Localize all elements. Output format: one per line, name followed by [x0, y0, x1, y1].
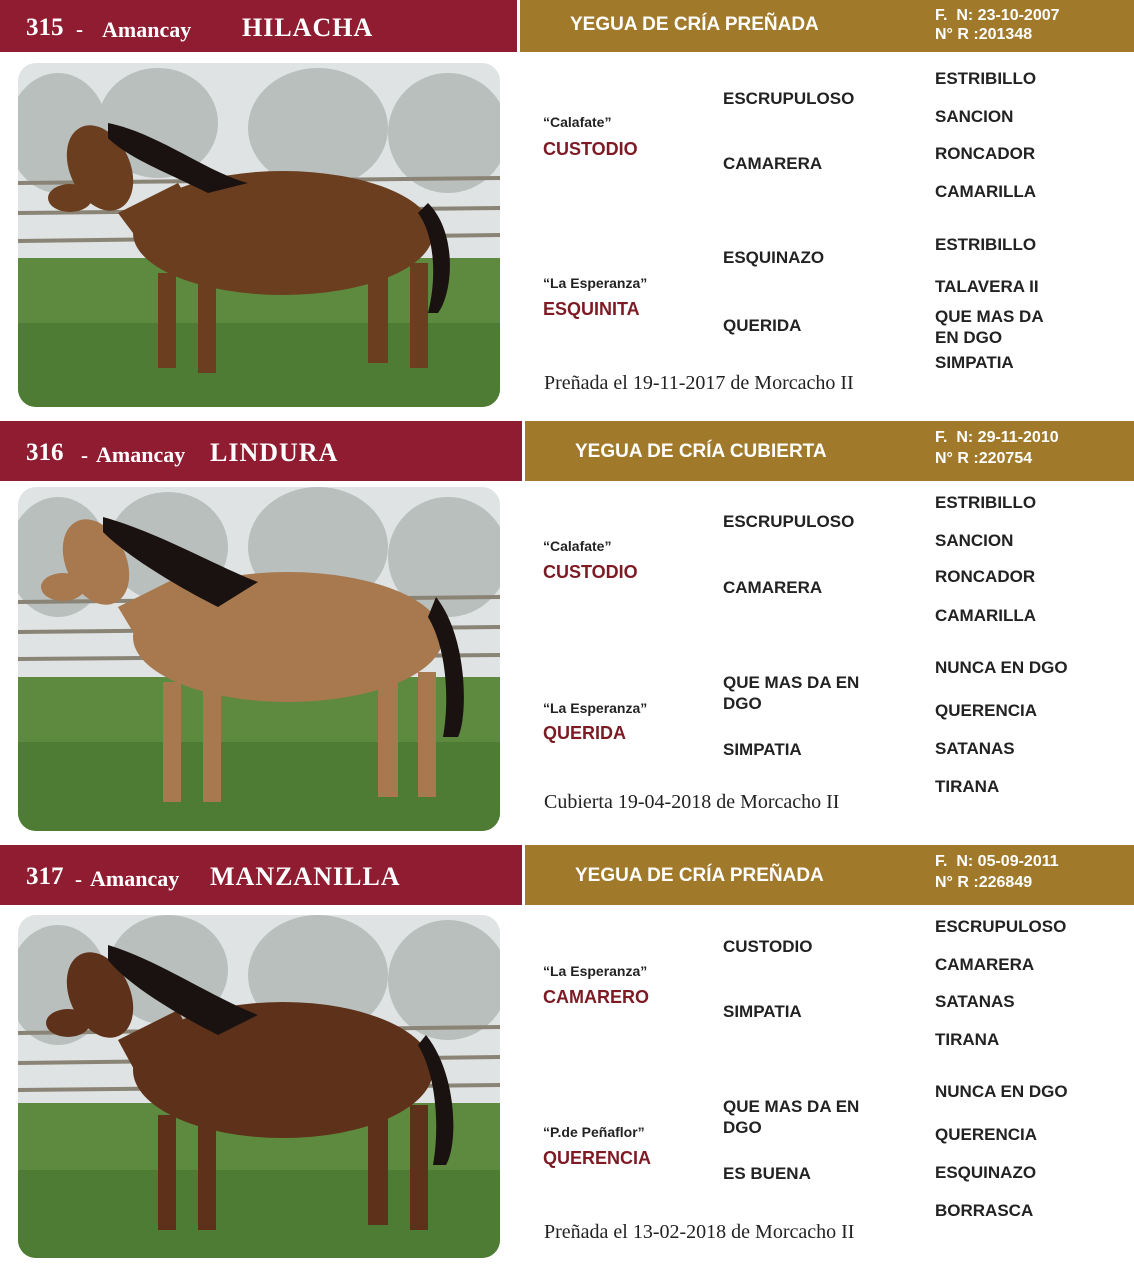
grandparent-7: ESQUINAZO: [935, 1163, 1037, 1182]
sire-name: CAMARERO: [543, 987, 649, 1007]
dam-dam: ES BUENA: [723, 1164, 811, 1183]
breeding-note: Preñada el 19-11-2017 de Morcacho II: [544, 372, 854, 394]
birth-date: F. N: 23-10-2007: [935, 7, 1060, 24]
horse-photo: [18, 915, 500, 1258]
type-header: [520, 0, 1134, 52]
mare-type: YEGUA DE CRÍA PREÑADA: [570, 14, 819, 35]
breeding-note: Preñada el 13-02-2018 de Morcacho II: [544, 1221, 855, 1243]
type-header: [525, 845, 1134, 905]
lot-316: [0, 421, 1134, 836]
lot-317: [0, 845, 1134, 1265]
dam-name: QUERENCIA: [543, 1148, 652, 1168]
dam-farm: “La Esperanza”: [543, 700, 648, 716]
lot-number: 316: [26, 439, 64, 466]
lot-315: [0, 0, 1134, 410]
dam-dam: QUERIDA: [723, 316, 802, 335]
lot-prefix: Amancay: [96, 442, 186, 467]
birth-date: F. N: 05-09-2011: [935, 853, 1059, 870]
grandparent-6: QUERENCIA: [935, 701, 1038, 720]
grandparent-2: SANCION: [935, 107, 1014, 126]
grandparent-5: NUNCA EN DGO: [935, 1082, 1068, 1101]
dam-sire: QUE MAS DA EN DGO: [723, 1097, 860, 1137]
mare-type: YEGUA DE CRÍA PREÑADA: [575, 865, 824, 886]
sire-sire: ESCRUPULOSO: [723, 89, 855, 108]
lot-dash: -: [75, 867, 82, 891]
sire-farm: “La Esperanza”: [543, 963, 648, 979]
grandparent-7: QUE MAS DA EN DGO: [935, 307, 1044, 347]
dam-farm: “La Esperanza”: [543, 275, 648, 291]
sire-dam: SIMPATIA: [723, 1002, 802, 1021]
lot-header: [0, 421, 522, 481]
dam-farm: “P.de Peñaflor”: [543, 1124, 645, 1140]
sire-dam: CAMARERA: [723, 578, 823, 597]
grandparent-8: SIMPATIA: [935, 353, 1014, 372]
birth-date: F. N: 29-11-2010: [935, 429, 1059, 446]
sire-farm: “Calafate”: [543, 538, 612, 554]
grandparent-8: TIRANA: [935, 777, 1000, 796]
lot-header: [0, 845, 522, 905]
grandparent-7: SATANAS: [935, 739, 1015, 758]
sire-dam: CAMARERA: [723, 154, 823, 173]
grandparent-3: RONCADOR: [935, 144, 1036, 163]
grandparent-2: CAMARERA: [935, 955, 1035, 974]
grandparent-3: SATANAS: [935, 992, 1015, 1011]
dam-sire: QUE MAS DA EN DGO: [723, 673, 860, 713]
grandparent-5: NUNCA EN DGO: [935, 658, 1068, 677]
grandparent-6: TALAVERA II: [935, 277, 1039, 296]
dam-name: ESQUINITA: [543, 299, 640, 319]
sire-name: CUSTODIO: [543, 139, 638, 159]
registry-number: N° R :220754: [935, 450, 1033, 467]
dam-dam: SIMPATIA: [723, 740, 802, 759]
horse-photo: [18, 487, 500, 831]
lot-prefix: Amancay: [102, 17, 192, 42]
grandparent-3: RONCADOR: [935, 567, 1036, 586]
horse-name: LINDURA: [210, 438, 339, 467]
type-header: [525, 421, 1134, 481]
lot-dash: -: [81, 443, 88, 467]
grandparent-4: CAMARILLA: [935, 606, 1037, 625]
breeding-note: Cubierta 19-04-2018 de Morcacho II: [544, 791, 840, 813]
lot-dash: -: [76, 17, 83, 41]
lot-number: 317: [26, 863, 64, 890]
sire-sire: CUSTODIO: [723, 937, 813, 956]
grandparent-8: BORRASCA: [935, 1201, 1034, 1220]
sire-sire: ESCRUPULOSO: [723, 512, 855, 531]
grandparent-5: ESTRIBILLO: [935, 235, 1037, 254]
horse-name: MANZANILLA: [210, 862, 401, 891]
registry-number: N° R :201348: [935, 26, 1033, 43]
grandparent-6: QUERENCIA: [935, 1125, 1038, 1144]
horse-name: HILACHA: [242, 13, 374, 42]
lot-prefix: Amancay: [90, 866, 180, 891]
grandparent-1: ESTRIBILLO: [935, 493, 1037, 512]
grandparent-4: CAMARILLA: [935, 182, 1037, 201]
grandparent-4: TIRANA: [935, 1030, 1000, 1049]
grandparent-2: SANCION: [935, 531, 1014, 550]
lot-header: [0, 0, 517, 52]
grandparent-1: ESTRIBILLO: [935, 69, 1037, 88]
grandparent-1: ESCRUPULOSO: [935, 917, 1067, 936]
sire-name: CUSTODIO: [543, 562, 638, 582]
dam-sire: ESQUINAZO: [723, 248, 825, 267]
dam-name: QUERIDA: [543, 723, 627, 743]
mare-type: YEGUA DE CRÍA CUBIERTA: [575, 441, 827, 462]
horse-photo: [18, 63, 500, 407]
lot-number: 315: [26, 14, 64, 41]
registry-number: N° R :226849: [935, 874, 1033, 891]
sire-farm: “Calafate”: [543, 114, 612, 130]
